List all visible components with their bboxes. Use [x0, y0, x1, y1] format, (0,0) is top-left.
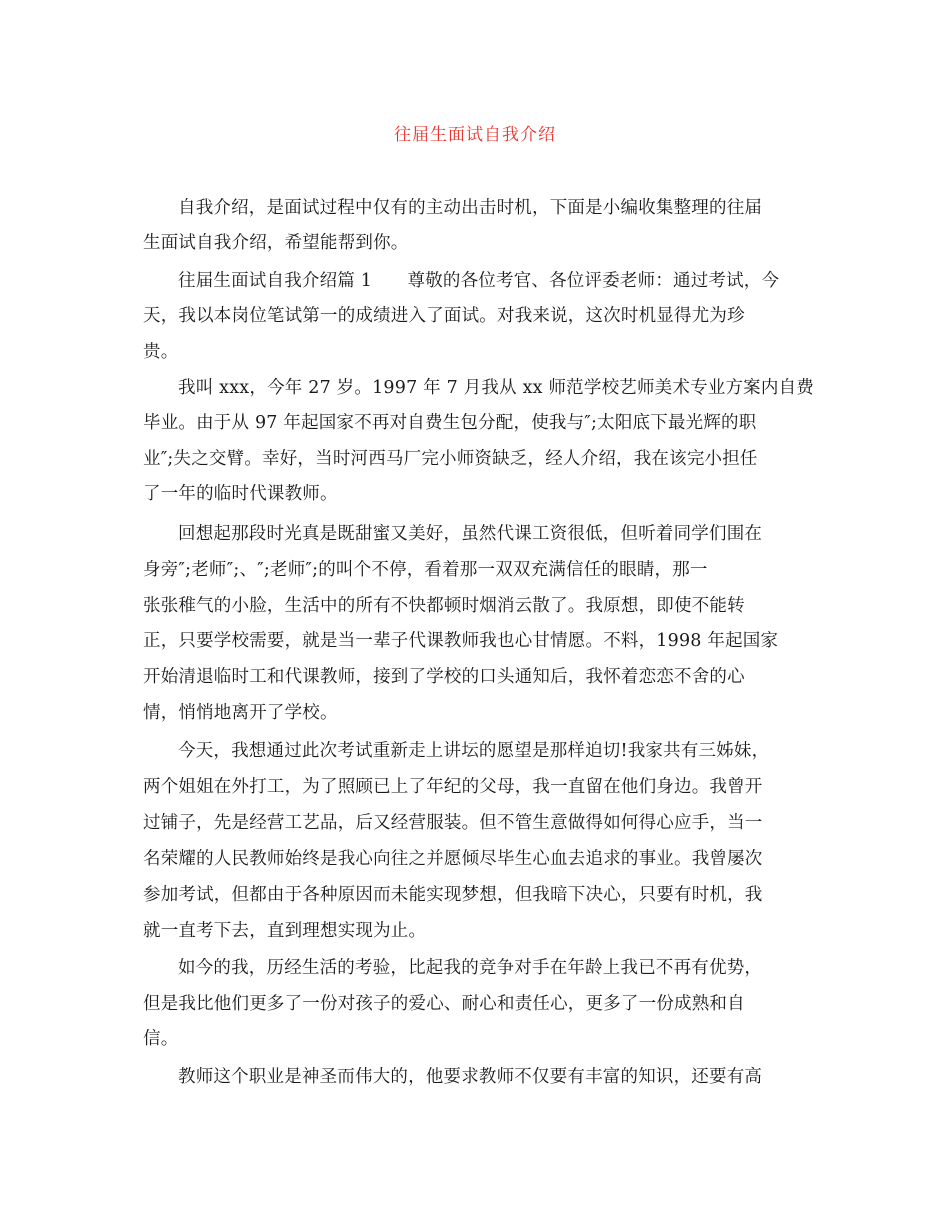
text-line: 名荣耀的人民教师始终是我心向往之并愿倾尽毕生心血去追求的事业。我曾屡次	[143, 849, 763, 869]
text-line: 回想起那段时光真是既甜蜜又美好，虽然代课工资很低，但听着同学们围在	[178, 524, 763, 544]
text-line: 贵。	[143, 342, 179, 362]
text-line: 但是我比他们更多了一份对孩子的爱心、耐心和责任心，更多了一份成熟和自	[143, 994, 745, 1014]
text-line: 张张稚气的小脸，生活中的所有不快都顿时烟消云散了。我原想，即使不能转	[143, 596, 745, 616]
text-line: 天，我以本岗位笔试第一的成绩进入了面试。对我来说，这次时机显得尤为珍	[143, 306, 745, 326]
text-line: 业″;失之交臂。幸好，当时河西马厂完小师资缺乏，经人介绍，我在该完小担任	[143, 449, 758, 469]
text-line: 教师这个职业是神圣而伟大的，他要求教师不仅要有丰富的知识，还要有高	[178, 1067, 763, 1087]
text-line: 往届生面试自我介绍篇 1 尊敬的各位考官、各位评委老师：通过考试，今	[178, 271, 780, 291]
text-line: 身旁″;老师″;、″;老师″;的叫个不停，看着那一双双充满信任的眼睛，那一	[143, 560, 708, 580]
text-line: 过铺子，先是经营工艺品，后又经营服装。但不管生意做得如何得心应手，当一	[143, 813, 763, 833]
text-line: 情，悄悄地离开了学校。	[143, 703, 338, 723]
text-line: 自我介绍，是面试过程中仅有的主动出击时机，下面是小编收集整理的往届	[178, 198, 763, 218]
text-line: 我叫 xxx，今年 27 岁。1997 年 7 月我从 xx 师范学校艺师美术专业方案内自费	[178, 378, 814, 398]
text-line: 两个姐姐在外打工，为了照顾已上了年纪的父母，我一直留在他们身边。我曾开	[143, 777, 763, 797]
document-title: 往届生面试自我介绍	[394, 125, 556, 145]
text-line: 参加考试，但都由于各种原因而未能实现梦想，但我暗下决心，只要有时机，我	[143, 885, 763, 905]
text-line: 开始清退临时工和代课教师，接到了学校的口头通知后，我怀着恋恋不舍的心	[143, 667, 745, 687]
text-line: 正，只要学校需要，就是当一辈子代课教师我也心甘情愿。不料，1998 年起国家	[143, 631, 779, 651]
text-line: 毕业。由于从 97 年起国家不再对自费生包分配，使我与″;太阳底下最光辉的职	[143, 413, 757, 433]
text-line: 今天，我想通过此次考试重新走上讲坛的愿望是那样迫切!我家共有三姊妹，	[178, 741, 770, 761]
text-line: 就一直考下去，直到理想实现为止。	[143, 921, 427, 941]
text-line: 信。	[143, 1029, 179, 1049]
text-line: 了一年的临时代课教师。	[143, 484, 338, 504]
text-line: 如今的我，历经生活的考验，比起我的竞争对手在年龄上我已不再有优势，	[178, 958, 763, 978]
text-line: 生面试自我介绍，希望能帮到你。	[143, 233, 409, 253]
